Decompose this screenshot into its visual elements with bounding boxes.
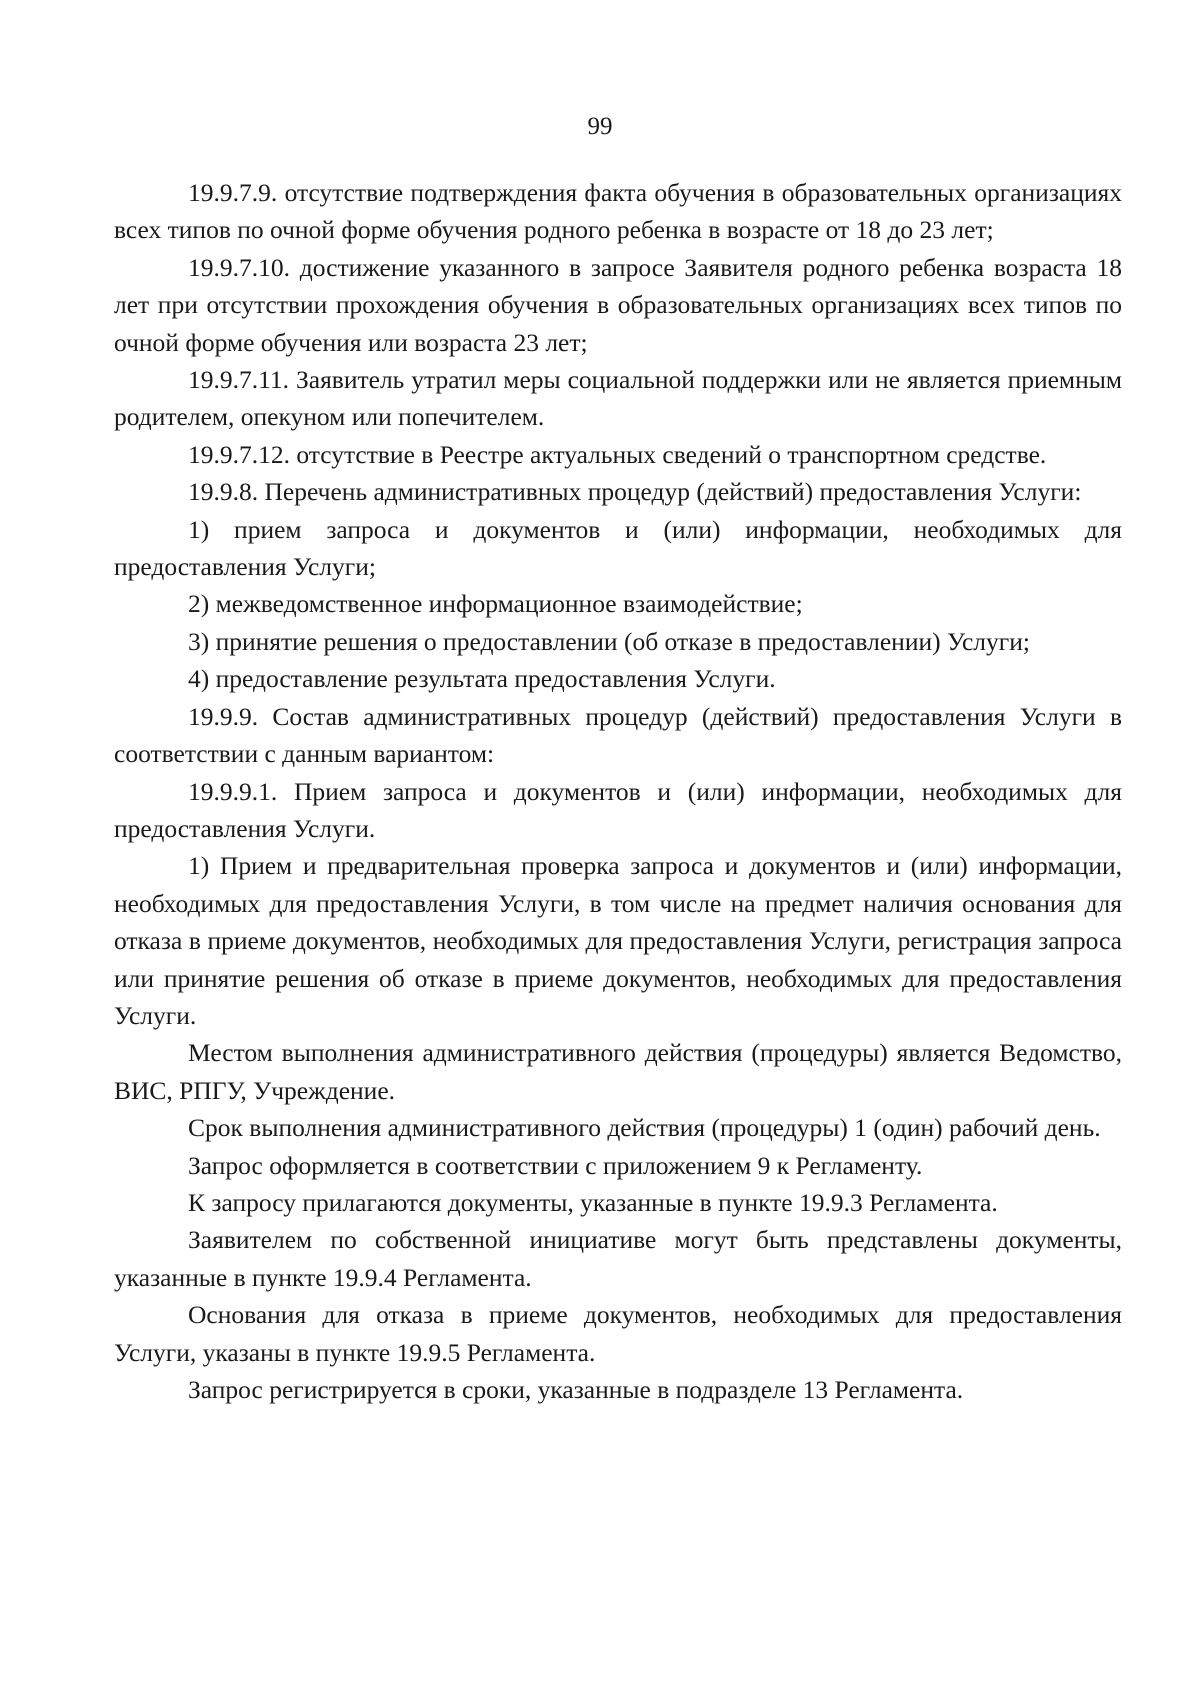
paragraph-19-9-7-11: 19.9.7.11. Заявитель утратил меры социальной поддержки или не является приемным родителем, опекуном или попечителем. <box>114 365 1122 432</box>
paragraph-place: Местом выполнения административного действия (процедуры) является Ведомство, ВИС, РПГУ, Учреждение. <box>114 1038 1122 1105</box>
list-item-3: 3) принятие решения о предоставлении (об отказе в предоставлении) Услуги; <box>188 626 1030 656</box>
paragraph-request-form: Запрос оформляется в соответствии с приложением 9 к Регламенту. <box>188 1150 923 1180</box>
paragraph-procedure-1: 1) Прием и предварительная проверка запроса и документов и (или) информации, необходимых для предоставления Услуги, в том числе на предмет наличия основания для отказа в приеме документов, необходимых для предоставления Услуги, регистрация запроса или принятие решения об отказе в приеме документов, необходимых для предоставления Услуги. <box>114 851 1122 1030</box>
paragraph-19-9-7-9: 19.9.7.9. отсутствие подтверждения факта обучения в образовательных организациях всех типов по очной форме обучения родного ребенка в возрасте от 18 до 23 лет; <box>114 178 1122 245</box>
page-number: 99 <box>587 113 613 140</box>
paragraph-refusal-grounds: Основания для отказа в приеме документов, необходимых для предоставления Услуги, указаны в пункте 19.9.5 Регламента. <box>114 1300 1122 1367</box>
document-body <box>114 174 1122 1408</box>
list-item-4: 4) предоставление результата предоставления Услуги. <box>188 664 776 694</box>
paragraph-19-9-7-12: 19.9.7.12. отсутствие в Реестре актуальных сведений о транспортном средстве. <box>188 439 1047 469</box>
paragraph-19-9-9: 19.9.9. Состав административных процедур (действий) предоставления Услуги в соответствии с данным вариантом: <box>114 701 1122 769</box>
paragraph-term: Срок выполнения административного действия (процедуры) 1 (один) рабочий день. <box>188 1113 1101 1143</box>
list-item-1: 1) прием запроса и документов и (или) информации, необходимых для предоставления Услуги; <box>114 514 1122 582</box>
paragraph-registration: Запрос регистрируется в сроки, указанные в подразделе 13 Регламента. <box>188 1375 964 1404</box>
paragraph-19-9-8: 19.9.8. Перечень административных процедур (действий) предоставления Услуги: <box>188 477 1082 507</box>
paragraph-optional-documents: Заявителем по собственной инициативе могут быть представлены документы, указанные в пункте 19.9.4 Регламента. <box>114 1225 1122 1292</box>
paragraph-attached-documents: К запросу прилагаются документы, указанные в пункте 19.9.3 Регламента. <box>188 1187 998 1217</box>
paragraph-19-9-9-1: 19.9.9.1. Прием запроса и документов и (или) информации, необходимых для предоставления Услуги. <box>114 776 1122 843</box>
list-item-2: 2) межведомственное информационное взаимодействие; <box>188 589 803 619</box>
paragraph-19-9-7-10: 19.9.7.10. достижение указанного в запросе Заявителя родного ребенка возраста 18 лет при отсутствии прохождения обучения в образовательных организациях всех типов по очной форме обучения или возраста 23 лет; <box>114 252 1122 357</box>
